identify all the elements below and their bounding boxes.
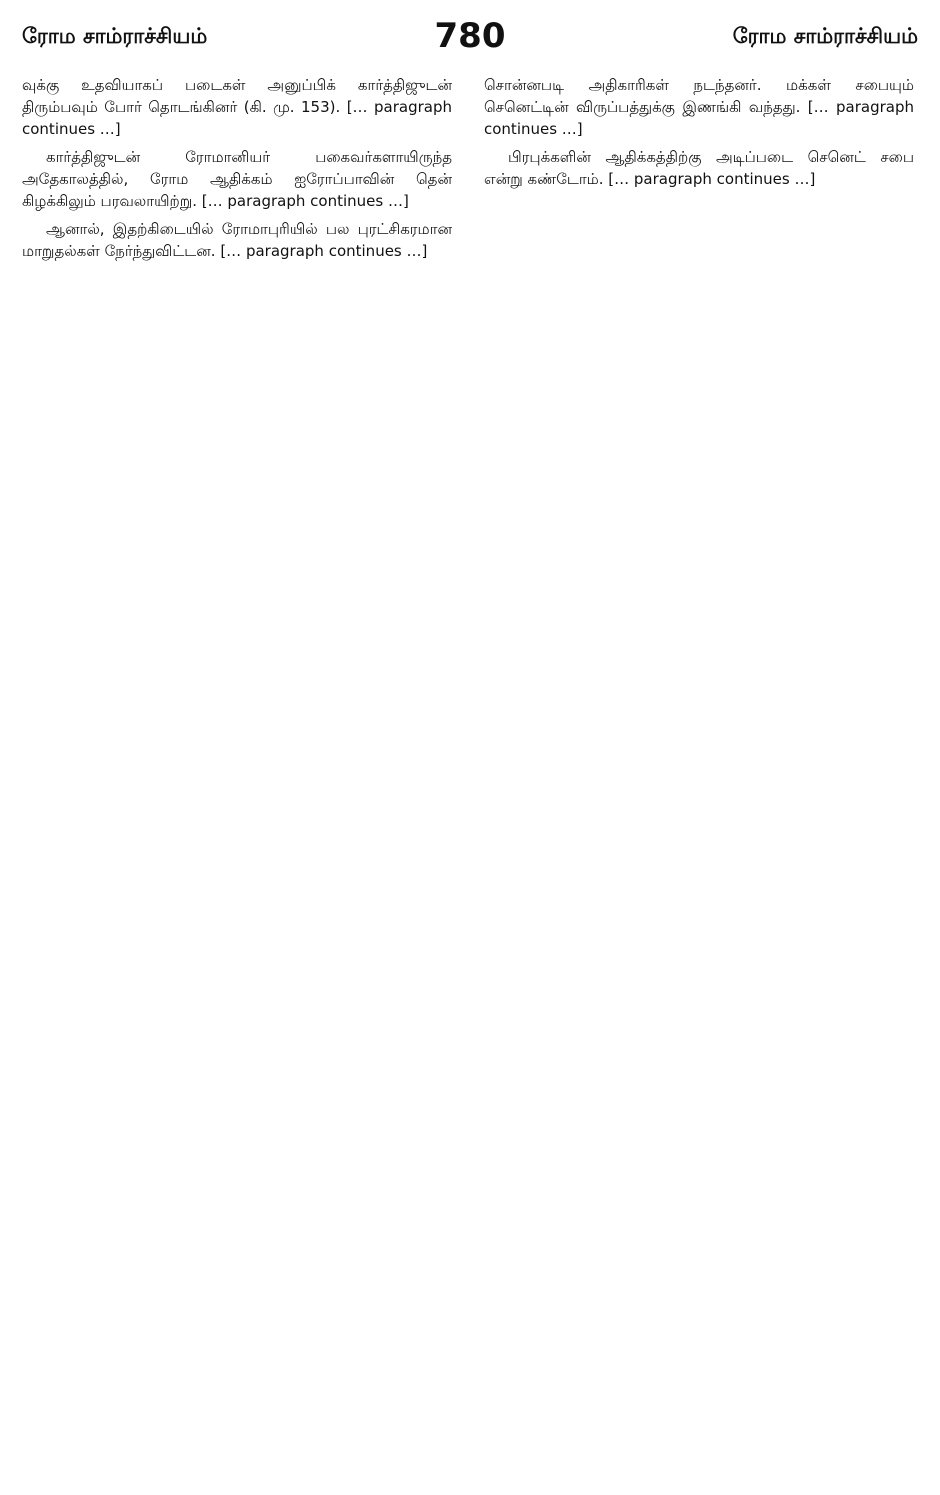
page-header bbox=[20, 14, 920, 64]
running-title-left: ரோம சாம்ராச்சியம் bbox=[22, 24, 208, 48]
paragraph: கார்த்திஜுடன் ரோமானியர் பகைவர்களாயிருந்த அதேகாலத்தில், ரோம ஆதிக்கம் ஐரோப்பாவின் தென் கிழக்கிலும் பரவலாயிற்று. [… paragraph continues …] bbox=[22, 148, 452, 210]
paragraph: பிரபுக்களின் ஆதிக்கத்திற்கு அடிப்படை செனெட் சபை என்று கண்டோம். [… paragraph continues …] bbox=[484, 148, 914, 188]
paragraph: வுக்கு உதவியாகப் படைகள் அனுப்பிக் கார்த்திஜுடன் திரும்பவும் போர் தொடங்கினர் (கி. மு. 153). [… paragraph continues …] bbox=[22, 76, 452, 138]
paragraph: சொன்னபடி அதிகாரிகள் நடந்தனர். மக்கள் சபையும் செனெட்டின் விருப்பத்துக்கு இணங்கி வந்தது. [… paragraph continues …] bbox=[484, 76, 914, 138]
running-title-right: ரோம சாம்ராச்சியம் bbox=[732, 24, 918, 48]
paragraph: ஆனால், இதற்கிடையில் ரோமாபுரியில் பல புரட்சிகரமான மாறுதல்கள் நேர்ந்துவிட்டன. [… paragraph continues …] bbox=[22, 220, 452, 260]
left-column bbox=[22, 74, 452, 268]
right-column bbox=[484, 74, 914, 196]
page-number: 780 bbox=[434, 16, 506, 56]
